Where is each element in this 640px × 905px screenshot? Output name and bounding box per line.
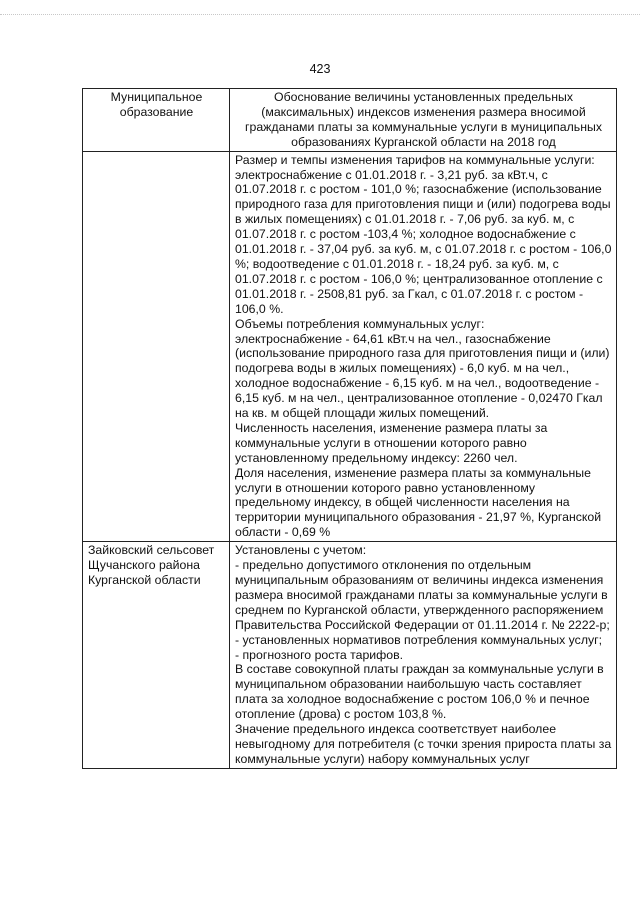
- paragraph: электроснабжение - 64,61 кВт.ч на чел., газоснабжение (использование природного газа для приготовления пищи и (или) подогрева воды в жилых помещениях) - 6,0 куб. м на чел., холодное водоснабжение - 6,15 куб. м на чел., водоотведение - 6,15 куб. м на чел., централизованное отопление - 0,02470 Гкал на кв. м общей площади жилых помещений.: [235, 331, 610, 421]
- paragraph: Объемы потребления коммунальных услуг:: [235, 316, 485, 331]
- paragraph: Установлены с учетом:: [235, 543, 367, 558]
- paragraph: - прогнозного роста тарифов.: [235, 647, 404, 662]
- paragraph: - установленных нормативов потребления коммунальных услуг;: [235, 632, 603, 647]
- paragraph: Значение предельного индекса соответствует наиболее невыгодному для потребителя (с точки зрения прироста платы за коммунальные услуги) набору коммунальных услуг: [235, 722, 612, 766]
- paragraph: электроснабжение с 01.01.2018 г. - 3,21 руб. за кВт.ч, с 01.07.2018 г. с ростом - 101,0 %; газоснабжение (использование природного газа для приготовления пищи и (или) подогрева воды в жилых помещениях) с 01.01.2018 г. - 7,06 руб. за куб. м, с 01.07.2018 г. с ростом -103,4 %; холодное водоснабжение с 01.01.2018 г. - 37,04 руб. за куб. м, с 01.07.2018 г. с ростом - 106,0 %; водоотведение с 01.01.2018 г. - 18,24 руб. за куб. м, с 01.07.2018 г. с ростом - 106,0 %; централизованное отопление с 01.01.2018 г. - 2508,81 руб. за Гкал, с 01.07.2018 г. с ростом - 106,0 %.: [235, 167, 612, 316]
- justification-table: [82, 88, 617, 769]
- paragraph: Доля населения, изменение размера платы за коммунальные услуги в отношении которого равно установленному предельному индексу, в общей численности населения на территории муниципального образования - 21,97 %, Курганской области - 0,69 %: [235, 465, 602, 540]
- justification-cell: [230, 542, 617, 769]
- paragraph: В составе совокупной платы граждан за коммунальные услуги в муниципальном образовании наибольшую часть составляет плата за холодное водоснабжение с ростом 106,0 % и печное отопление (дрова) с ростом 103,8 %.: [235, 662, 604, 722]
- justification-cell: [230, 151, 617, 542]
- table-row: [83, 151, 617, 542]
- municipality-cell: [83, 151, 230, 542]
- table-header-row: [83, 89, 617, 152]
- municipality-cell: Зайковский сельсовет Щучанского района Курганской области: [83, 542, 230, 769]
- scan-edge-marks: [0, 0, 640, 15]
- page-number: 423: [309, 62, 331, 76]
- header-municipality: Муниципальное образование: [83, 89, 230, 152]
- table-row: [83, 542, 617, 769]
- paragraph: - предельно допустимого отклонения по отдельным муниципальным образованиям от величины индекса изменения размера вносимой гражданами платы за коммунальные услуги в среднем по Курганской области, утвержденного распоряжением Правительства Российской Федерации от 01.11.2014 г. № 2222-р;: [235, 558, 610, 632]
- header-justification: Обоснование величины установленных предельных (максимальных) индексов изменения размера вносимой гражданами платы за коммунальные услуги в муниципальных образованиях Курганской области на 2018 год: [230, 89, 617, 152]
- paragraph: Численность населения, изменение размера платы за коммунальные услуги в отношении которого равно установленному предельному индексу: 2260 чел.: [235, 420, 548, 465]
- paragraph: Размер и темпы изменения тарифов на коммунальные услуги:: [235, 152, 595, 167]
